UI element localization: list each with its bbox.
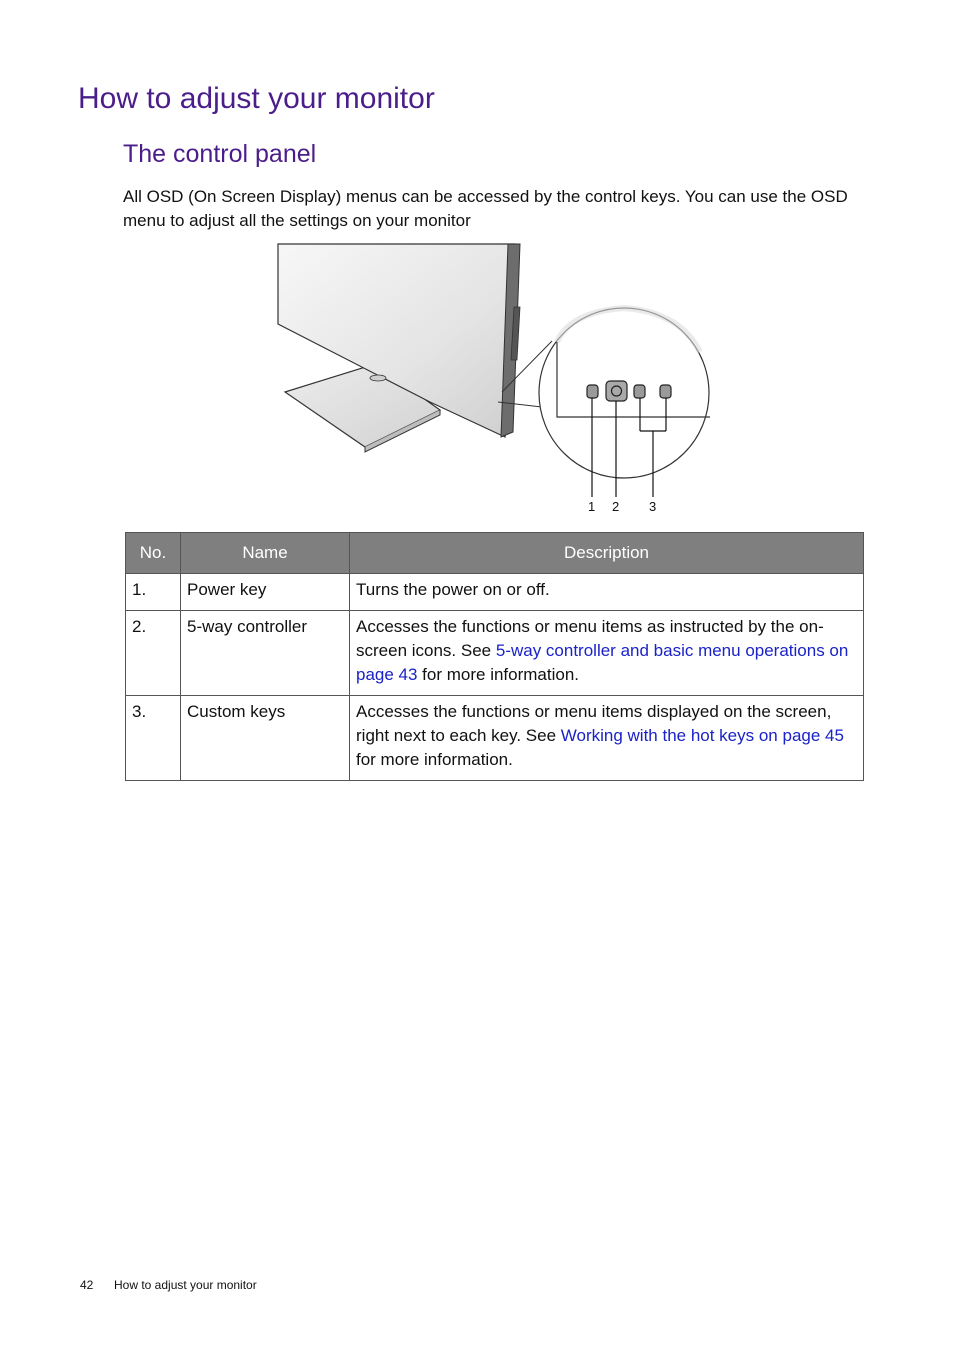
control-panel-table [125, 532, 864, 781]
callout-3: 3 [649, 499, 657, 514]
table-header-row [126, 533, 864, 574]
description-text-after: for more information. [417, 665, 580, 684]
callout-2: 2 [612, 499, 620, 514]
page-title: How to adjust your monitor [78, 82, 435, 115]
table-row [126, 611, 864, 696]
cross-reference-link[interactable]: 5-way controller and basic menu operations on page 43 [356, 641, 849, 684]
table-row [126, 574, 864, 611]
section-title: The control panel [123, 140, 317, 168]
column-header-no: No. [126, 533, 181, 574]
description-text-after: for more information. [356, 750, 513, 769]
custom-key-2-icon [660, 385, 671, 398]
custom-key-1-icon [634, 385, 645, 398]
row-description [350, 696, 864, 781]
five-way-controller-icon [606, 381, 627, 401]
row-description [350, 574, 864, 611]
monitor-control-panel-figure [270, 242, 720, 517]
row-name: Power key [181, 574, 350, 611]
cross-reference-link[interactable]: Working with the hot keys on page 45 [560, 726, 844, 745]
row-number: 2. [126, 611, 181, 696]
callout-1: 1 [588, 499, 596, 514]
description-text: Turns the power on or off. [356, 580, 550, 599]
footer-section-title: How to adjust your monitor [114, 1278, 257, 1292]
column-header-name: Name [181, 533, 350, 574]
page-number: 42 [80, 1278, 94, 1292]
row-name: 5-way controller [181, 611, 350, 696]
intro-paragraph: All OSD (On Screen Display) menus can be accessed by the control keys. You can use the OSD menu to adjust all the settings on your monitor [123, 187, 848, 230]
description-text: Accesses the functions or menu items displayed on the screen, right next to each key. See [356, 702, 832, 745]
table-row [126, 696, 864, 781]
page-footer [80, 1278, 257, 1292]
row-name: Custom keys [181, 696, 350, 781]
monitor-illustration [270, 242, 720, 517]
description-text: Accesses the functions or menu items as instructed by the on-screen icons. See [356, 617, 824, 660]
row-number: 3. [126, 696, 181, 781]
column-header-description: Description [350, 533, 864, 574]
row-description [350, 611, 864, 696]
power-key-icon [587, 385, 598, 398]
row-number: 1. [126, 574, 181, 611]
